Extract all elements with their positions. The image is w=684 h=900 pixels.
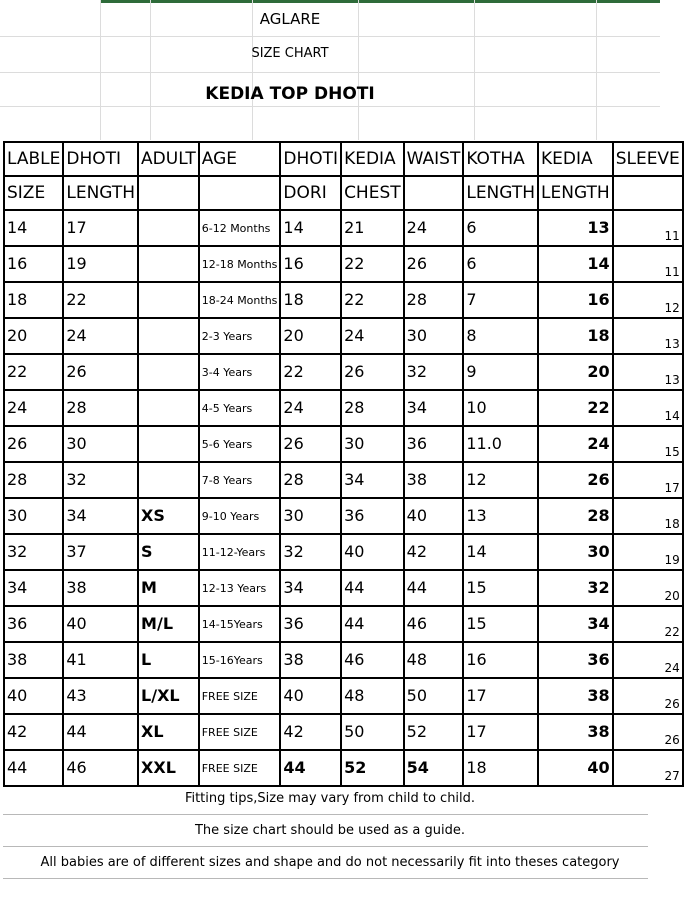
cell-label-size: 40 bbox=[4, 678, 63, 714]
cell-dhoti-length: 34 bbox=[63, 498, 138, 534]
cell-adult: L/XL bbox=[138, 678, 199, 714]
cell-waist: 40 bbox=[404, 498, 464, 534]
cell-dhoti-dori: 32 bbox=[280, 534, 341, 570]
table-row bbox=[4, 246, 683, 282]
header-row bbox=[4, 142, 683, 176]
cell-kedia-length: 40 bbox=[538, 750, 613, 786]
cell-kotha-length: 17 bbox=[463, 714, 538, 750]
cell-age: 14-15Years bbox=[199, 606, 281, 642]
cell-kotha-length: 6 bbox=[463, 246, 538, 282]
cell-adult: L bbox=[138, 642, 199, 678]
cell-waist: 26 bbox=[404, 246, 464, 282]
cell-dhoti-length: 43 bbox=[63, 678, 138, 714]
cell-adult: S bbox=[138, 534, 199, 570]
header-kotha-length: LENGTH bbox=[463, 176, 538, 210]
table-row bbox=[4, 462, 683, 498]
grid-line bbox=[0, 36, 660, 37]
cell-age: 2-3 Years bbox=[199, 318, 281, 354]
cell-waist: 48 bbox=[404, 642, 464, 678]
cell-dhoti-length: 44 bbox=[63, 714, 138, 750]
header-dhoti-dori: DORI bbox=[280, 176, 341, 210]
cell-age: FREE SIZE bbox=[199, 714, 281, 750]
size-chart-label: SIZE CHART bbox=[251, 46, 329, 61]
table-row bbox=[4, 642, 683, 678]
cell-sleeve: 19 bbox=[613, 534, 683, 570]
cell-waist: 52 bbox=[404, 714, 464, 750]
cell-adult bbox=[138, 462, 199, 498]
cell-age: 12-18 Months bbox=[199, 246, 281, 282]
cell-dhoti-dori: 36 bbox=[280, 606, 341, 642]
header-dhoti-dori: DHOTI bbox=[280, 142, 341, 176]
cell-label-size: 18 bbox=[4, 282, 63, 318]
header-dhoti-length: DHOTI bbox=[63, 142, 138, 176]
cell-kedia-chest: 26 bbox=[341, 354, 404, 390]
cell-age: 3-4 Years bbox=[199, 354, 281, 390]
header-age bbox=[199, 176, 281, 210]
header-adult: ADULT bbox=[138, 142, 199, 176]
note-babies-sizes: All babies are of different sizes and shape and do not necessarily fit into theses category bbox=[40, 855, 620, 870]
cell-kedia-chest: 22 bbox=[341, 282, 404, 318]
cell-age: FREE SIZE bbox=[199, 750, 281, 786]
cell-dhoti-length: 24 bbox=[63, 318, 138, 354]
cell-kedia-length: 38 bbox=[538, 714, 613, 750]
cell-dhoti-dori: 30 bbox=[280, 498, 341, 534]
cell-sleeve: 13 bbox=[613, 354, 683, 390]
cell-label-size: 24 bbox=[4, 390, 63, 426]
cell-sleeve: 13 bbox=[613, 318, 683, 354]
table-row bbox=[4, 210, 683, 246]
header-sleeve bbox=[613, 176, 683, 210]
cell-dhoti-dori: 38 bbox=[280, 642, 341, 678]
cell-sleeve: 22 bbox=[613, 606, 683, 642]
cell-dhoti-length: 30 bbox=[63, 426, 138, 462]
note-divider bbox=[3, 878, 648, 879]
cell-adult: XXL bbox=[138, 750, 199, 786]
cell-age: 4-5 Years bbox=[199, 390, 281, 426]
note-divider bbox=[3, 814, 648, 815]
cell-waist: 36 bbox=[404, 426, 464, 462]
cell-kedia-chest: 24 bbox=[341, 318, 404, 354]
header-kedia-length: KEDIA bbox=[538, 142, 613, 176]
cell-age: FREE SIZE bbox=[199, 678, 281, 714]
grid-line bbox=[0, 72, 660, 73]
cell-kotha-length: 7 bbox=[463, 282, 538, 318]
cell-kedia-length: 32 bbox=[538, 570, 613, 606]
cell-dhoti-dori: 14 bbox=[280, 210, 341, 246]
cell-kotha-length: 14 bbox=[463, 534, 538, 570]
header-sleeve: SLEEVE bbox=[613, 142, 683, 176]
cell-waist: 34 bbox=[404, 390, 464, 426]
cell-label-size: 22 bbox=[4, 354, 63, 390]
cell-age: 18-24 Months bbox=[199, 282, 281, 318]
cell-kotha-length: 8 bbox=[463, 318, 538, 354]
cell-kedia-length: 20 bbox=[538, 354, 613, 390]
cell-kedia-chest: 46 bbox=[341, 642, 404, 678]
header-row bbox=[4, 176, 683, 210]
cell-kedia-chest: 48 bbox=[341, 678, 404, 714]
cell-kedia-chest: 22 bbox=[341, 246, 404, 282]
cell-age: 15-16Years bbox=[199, 642, 281, 678]
header-kedia-length: LENGTH bbox=[538, 176, 613, 210]
brand-title: AGLARE bbox=[259, 10, 321, 28]
cell-sleeve: 26 bbox=[613, 678, 683, 714]
cell-kedia-length: 38 bbox=[538, 678, 613, 714]
cell-kotha-length: 12 bbox=[463, 462, 538, 498]
table-row bbox=[4, 354, 683, 390]
cell-kedia-length: 14 bbox=[538, 246, 613, 282]
cell-sleeve: 11 bbox=[613, 246, 683, 282]
table-row bbox=[4, 318, 683, 354]
cell-dhoti-dori: 44 bbox=[280, 750, 341, 786]
cell-dhoti-length: 37 bbox=[63, 534, 138, 570]
cell-dhoti-dori: 34 bbox=[280, 570, 341, 606]
cell-age: 5-6 Years bbox=[199, 426, 281, 462]
cell-kedia-chest: 21 bbox=[341, 210, 404, 246]
cell-adult bbox=[138, 246, 199, 282]
header-waist bbox=[404, 176, 464, 210]
cell-label-size: 20 bbox=[4, 318, 63, 354]
header-label-size: SIZE bbox=[4, 176, 63, 210]
cell-kedia-length: 13 bbox=[538, 210, 613, 246]
cell-kotha-length: 16 bbox=[463, 642, 538, 678]
cell-dhoti-length: 26 bbox=[63, 354, 138, 390]
table-row bbox=[4, 498, 683, 534]
note-guide: The size chart should be used as a guide. bbox=[194, 823, 465, 838]
cell-kotha-length: 10 bbox=[463, 390, 538, 426]
cell-kedia-chest: 52 bbox=[341, 750, 404, 786]
cell-kedia-length: 36 bbox=[538, 642, 613, 678]
cell-kotha-length: 11.0 bbox=[463, 426, 538, 462]
sheet-top-border bbox=[100, 0, 660, 3]
cell-sleeve: 18 bbox=[613, 498, 683, 534]
cell-dhoti-dori: 18 bbox=[280, 282, 341, 318]
cell-waist: 28 bbox=[404, 282, 464, 318]
cell-sleeve: 27 bbox=[613, 750, 683, 786]
cell-sleeve: 20 bbox=[613, 570, 683, 606]
cell-adult: M bbox=[138, 570, 199, 606]
cell-waist: 30 bbox=[404, 318, 464, 354]
cell-label-size: 34 bbox=[4, 570, 63, 606]
table-row bbox=[4, 750, 683, 786]
cell-kotha-length: 13 bbox=[463, 498, 538, 534]
cell-label-size: 44 bbox=[4, 750, 63, 786]
cell-dhoti-length: 17 bbox=[63, 210, 138, 246]
cell-dhoti-dori: 24 bbox=[280, 390, 341, 426]
cell-label-size: 16 bbox=[4, 246, 63, 282]
cell-kotha-length: 9 bbox=[463, 354, 538, 390]
cell-waist: 38 bbox=[404, 462, 464, 498]
table-row bbox=[4, 282, 683, 318]
header-dhoti-length: LENGTH bbox=[63, 176, 138, 210]
cell-kedia-length: 30 bbox=[538, 534, 613, 570]
product-title: KEDIA TOP DHOTI bbox=[205, 84, 375, 104]
cell-kedia-chest: 28 bbox=[341, 390, 404, 426]
cell-kedia-chest: 36 bbox=[341, 498, 404, 534]
cell-label-size: 14 bbox=[4, 210, 63, 246]
cell-adult: M/L bbox=[138, 606, 199, 642]
cell-kedia-length: 28 bbox=[538, 498, 613, 534]
cell-kotha-length: 17 bbox=[463, 678, 538, 714]
cell-label-size: 38 bbox=[4, 642, 63, 678]
cell-age: 6-12 Months bbox=[199, 210, 281, 246]
cell-dhoti-length: 19 bbox=[63, 246, 138, 282]
cell-dhoti-length: 38 bbox=[63, 570, 138, 606]
cell-dhoti-length: 22 bbox=[63, 282, 138, 318]
table-row bbox=[4, 606, 683, 642]
cell-label-size: 36 bbox=[4, 606, 63, 642]
cell-label-size: 42 bbox=[4, 714, 63, 750]
cell-kotha-length: 15 bbox=[463, 606, 538, 642]
cell-kotha-length: 6 bbox=[463, 210, 538, 246]
table-row bbox=[4, 714, 683, 750]
cell-age: 11-12-Years bbox=[199, 534, 281, 570]
cell-label-size: 28 bbox=[4, 462, 63, 498]
cell-dhoti-length: 40 bbox=[63, 606, 138, 642]
cell-kedia-length: 16 bbox=[538, 282, 613, 318]
table-row bbox=[4, 678, 683, 714]
cell-kedia-chest: 40 bbox=[341, 534, 404, 570]
cell-waist: 24 bbox=[404, 210, 464, 246]
cell-kedia-length: 22 bbox=[538, 390, 613, 426]
cell-waist: 46 bbox=[404, 606, 464, 642]
cell-adult bbox=[138, 426, 199, 462]
cell-age: 12-13 Years bbox=[199, 570, 281, 606]
cell-sleeve: 14 bbox=[613, 390, 683, 426]
size-chart-table bbox=[3, 141, 684, 787]
header-kotha-length: KOTHA bbox=[463, 142, 538, 176]
cell-sleeve: 15 bbox=[613, 426, 683, 462]
cell-adult bbox=[138, 210, 199, 246]
cell-kedia-chest: 34 bbox=[341, 462, 404, 498]
header-kedia-chest: CHEST bbox=[341, 176, 404, 210]
cell-adult bbox=[138, 354, 199, 390]
cell-waist: 50 bbox=[404, 678, 464, 714]
cell-kedia-chest: 50 bbox=[341, 714, 404, 750]
cell-dhoti-dori: 40 bbox=[280, 678, 341, 714]
cell-dhoti-length: 32 bbox=[63, 462, 138, 498]
cell-kotha-length: 18 bbox=[463, 750, 538, 786]
cell-kedia-length: 34 bbox=[538, 606, 613, 642]
cell-sleeve: 12 bbox=[613, 282, 683, 318]
cell-waist: 42 bbox=[404, 534, 464, 570]
header-age: AGE bbox=[199, 142, 281, 176]
cell-adult bbox=[138, 318, 199, 354]
table-row bbox=[4, 534, 683, 570]
cell-dhoti-length: 41 bbox=[63, 642, 138, 678]
cell-waist: 44 bbox=[404, 570, 464, 606]
header-waist: WAIST bbox=[404, 142, 464, 176]
cell-kedia-chest: 44 bbox=[341, 606, 404, 642]
header-adult bbox=[138, 176, 199, 210]
cell-sleeve: 17 bbox=[613, 462, 683, 498]
cell-adult: XS bbox=[138, 498, 199, 534]
cell-adult: XL bbox=[138, 714, 199, 750]
header-kedia-chest: KEDIA bbox=[341, 142, 404, 176]
cell-sleeve: 11 bbox=[613, 210, 683, 246]
cell-kedia-length: 26 bbox=[538, 462, 613, 498]
cell-kedia-chest: 44 bbox=[341, 570, 404, 606]
table-row bbox=[4, 390, 683, 426]
cell-dhoti-length: 46 bbox=[63, 750, 138, 786]
table-row bbox=[4, 426, 683, 462]
header-label-size: LABLE bbox=[4, 142, 63, 176]
cell-adult bbox=[138, 390, 199, 426]
note-divider bbox=[3, 846, 648, 847]
cell-label-size: 32 bbox=[4, 534, 63, 570]
cell-age: 9-10 Years bbox=[199, 498, 281, 534]
note-fitting-tips: Fitting tips,Size may vary from child to child. bbox=[184, 791, 476, 806]
cell-sleeve: 26 bbox=[613, 714, 683, 750]
cell-waist: 32 bbox=[404, 354, 464, 390]
cell-adult bbox=[138, 282, 199, 318]
cell-sleeve: 24 bbox=[613, 642, 683, 678]
cell-age: 7-8 Years bbox=[199, 462, 281, 498]
grid-line bbox=[0, 106, 660, 107]
cell-label-size: 26 bbox=[4, 426, 63, 462]
cell-kotha-length: 15 bbox=[463, 570, 538, 606]
cell-dhoti-dori: 16 bbox=[280, 246, 341, 282]
cell-dhoti-dori: 28 bbox=[280, 462, 341, 498]
cell-dhoti-length: 28 bbox=[63, 390, 138, 426]
cell-dhoti-dori: 22 bbox=[280, 354, 341, 390]
table-row bbox=[4, 570, 683, 606]
cell-dhoti-dori: 26 bbox=[280, 426, 341, 462]
cell-kedia-length: 18 bbox=[538, 318, 613, 354]
cell-waist: 54 bbox=[404, 750, 464, 786]
cell-dhoti-dori: 20 bbox=[280, 318, 341, 354]
cell-label-size: 30 bbox=[4, 498, 63, 534]
cell-kedia-length: 24 bbox=[538, 426, 613, 462]
cell-dhoti-dori: 42 bbox=[280, 714, 341, 750]
cell-kedia-chest: 30 bbox=[341, 426, 404, 462]
